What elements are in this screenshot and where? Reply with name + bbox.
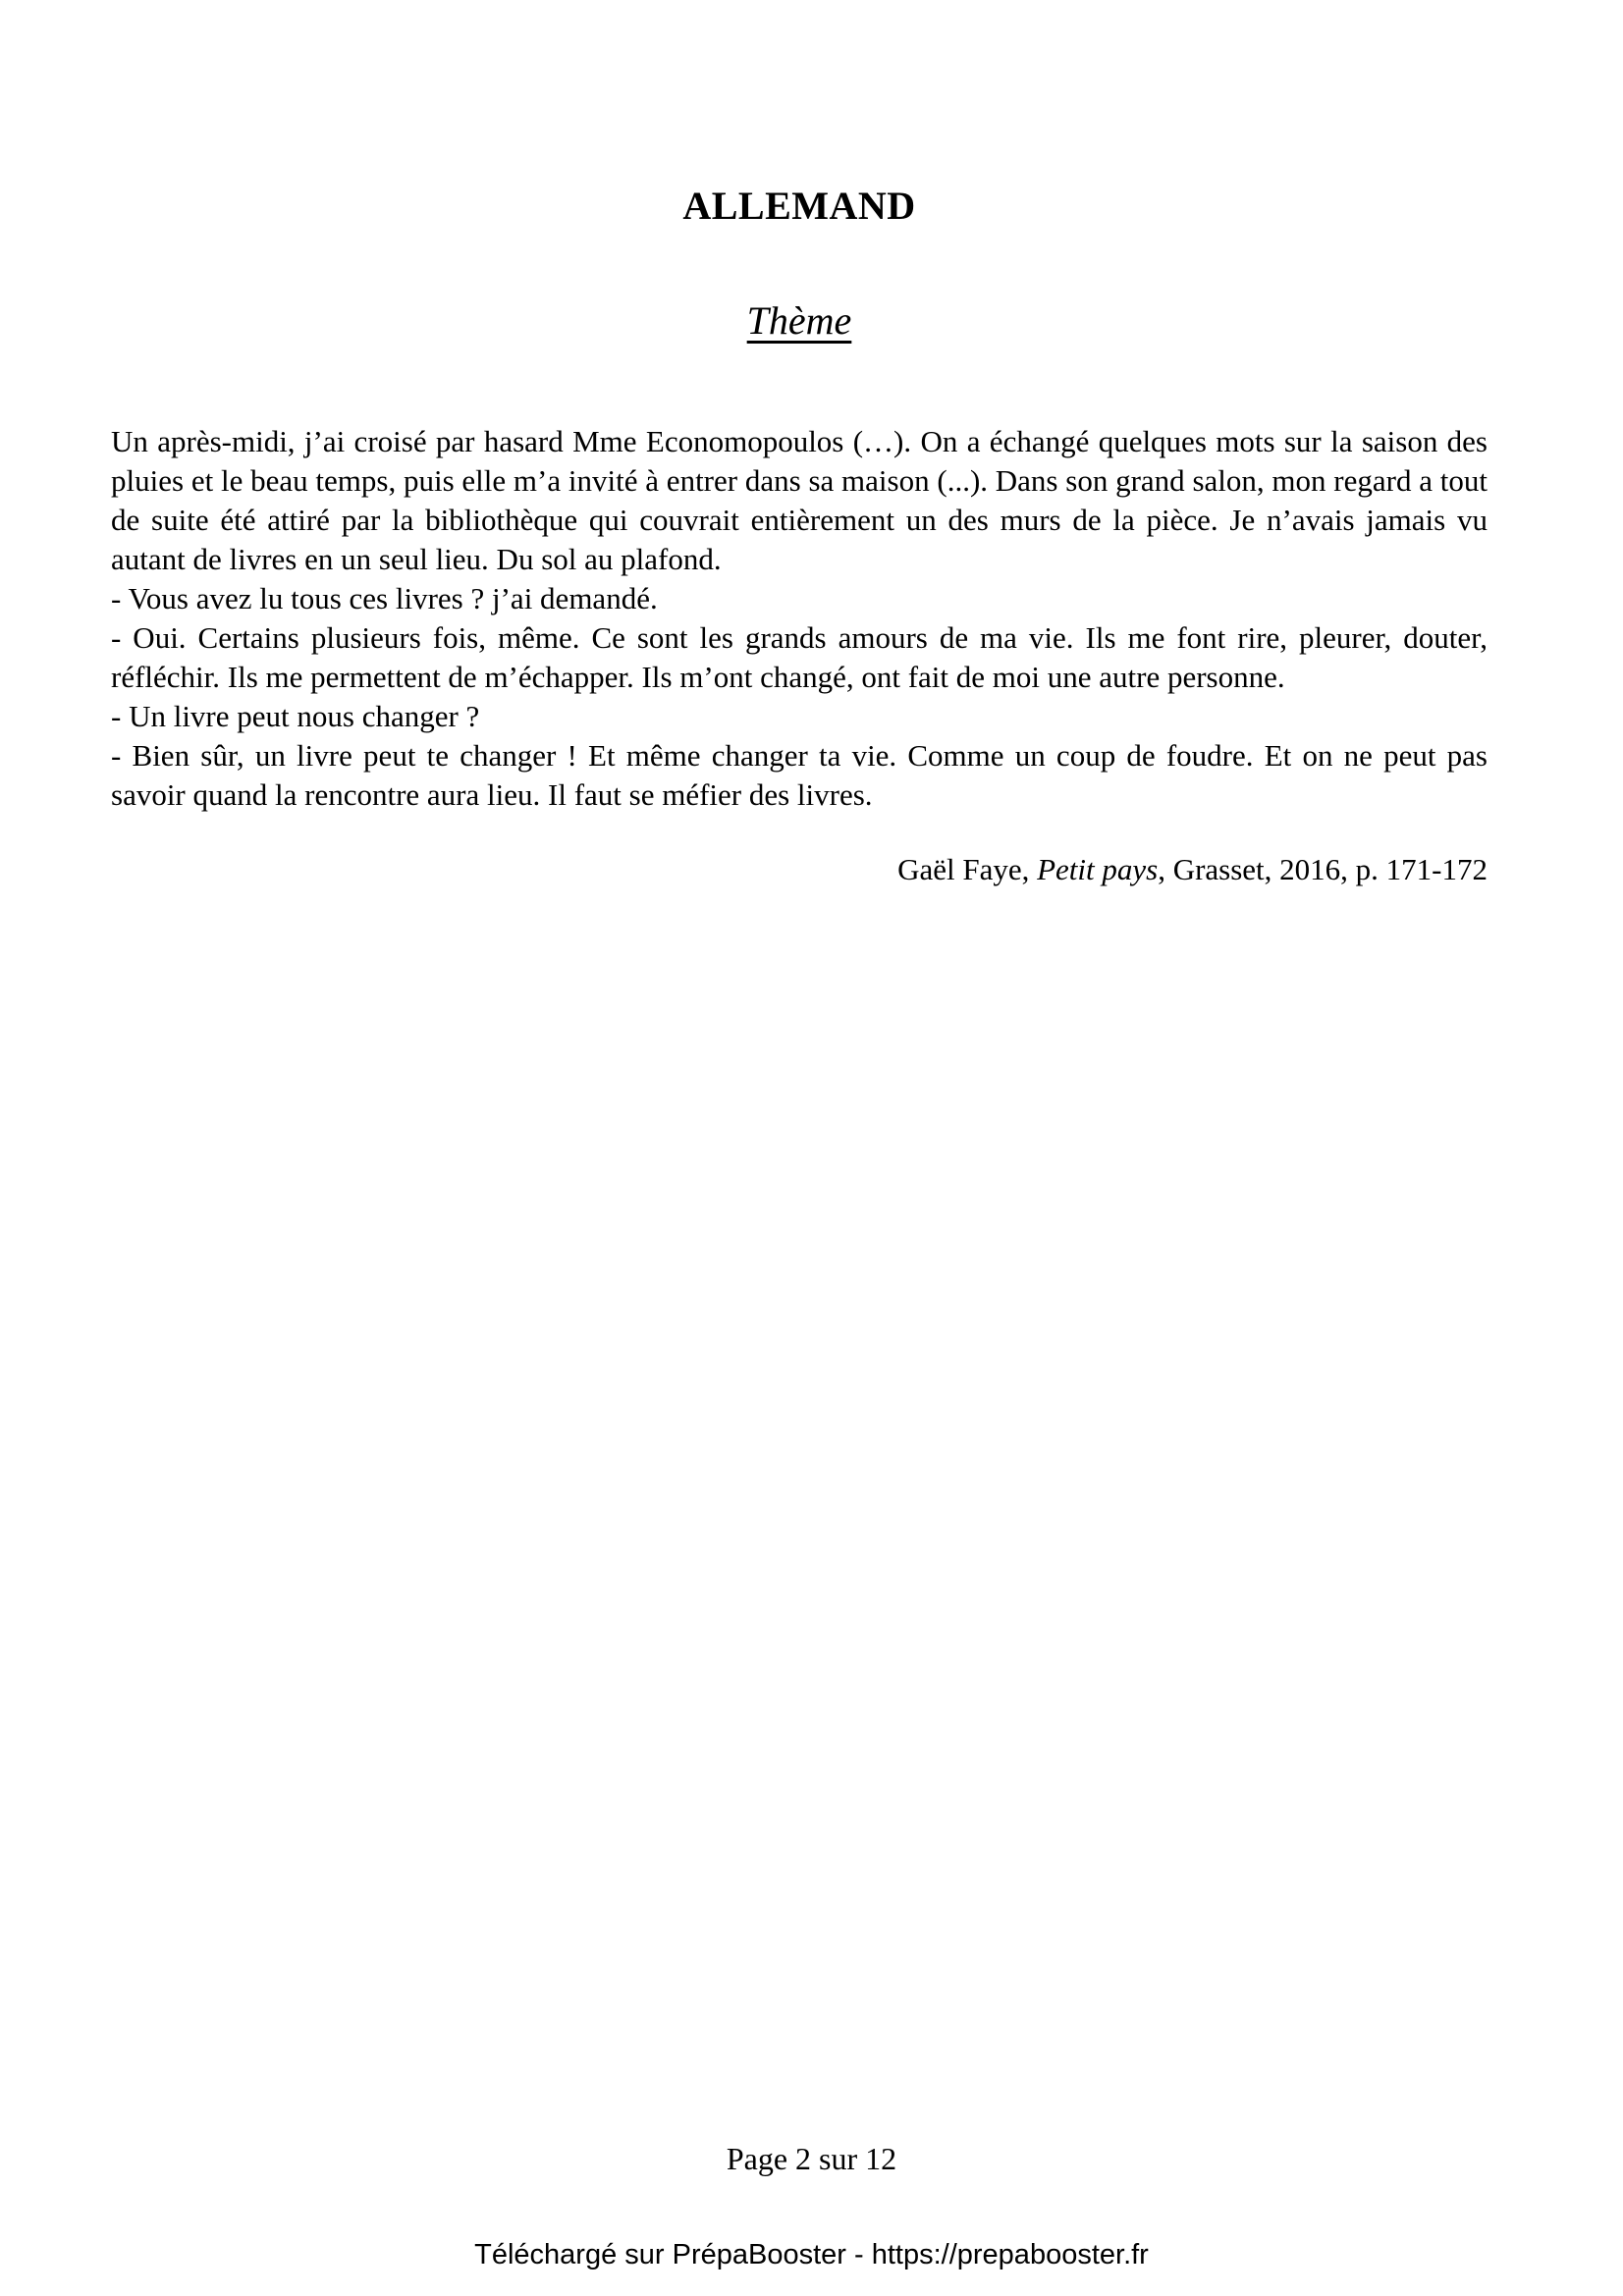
attribution-publisher-year-pages: , Grasset, 2016, p. 171-172 xyxy=(1158,852,1488,886)
body-paragraph: Un après-midi, j’ai croisé par hasard Mme Economopoulos (…). On a échangé quelques mots sur la saison des pluies et le beau temps, puis elle m’a invité à entrer dans sa maison (...). Dans son grand salon, mon regard a tout de suite été attiré par la bibliothèque qui couvrait entièrement un des murs de la pièce. Je n’avais jamais vu autant de livres en un seul lieu. Du sol au plafond. xyxy=(111,424,1488,576)
exercise-text xyxy=(111,422,1488,815)
subtitle-text: Thème xyxy=(746,298,852,343)
download-source-note: Téléchargé sur PrépaBooster - https://prepabooster.fr xyxy=(474,2239,1149,2270)
body-paragraph: - Vous avez lu tous ces livres ? j’ai demandé. xyxy=(111,581,658,615)
body-paragraph: - Un livre peut nous changer ? xyxy=(111,699,480,733)
page-number-indicator: Page 2 sur 12 xyxy=(726,2141,897,2176)
body-paragraph: - Oui. Certains plusieurs fois, même. Ce sont les grands amours de ma vie. Ils me font rire, pleurer, douter, réfléchir. Ils me permettent de m’échapper. Ils m’ont changé, ont fait de moi une autre personne. xyxy=(111,620,1488,694)
page-title: ALLEMAND xyxy=(682,184,916,228)
section-subtitle xyxy=(111,296,1488,346)
page-content xyxy=(0,0,1623,889)
attribution-work-title: Petit pays xyxy=(1037,852,1159,886)
body-paragraph: - Bien sûr, un livre peut te changer ! Et même changer ta vie. Comme un coup de foudre. Et on ne peut pas savoir quand la rencontre aura lieu. Il faut se méfier des livres. xyxy=(111,738,1488,812)
source-attribution xyxy=(111,850,1488,889)
attribution-author: Gaël Faye, xyxy=(897,852,1038,886)
